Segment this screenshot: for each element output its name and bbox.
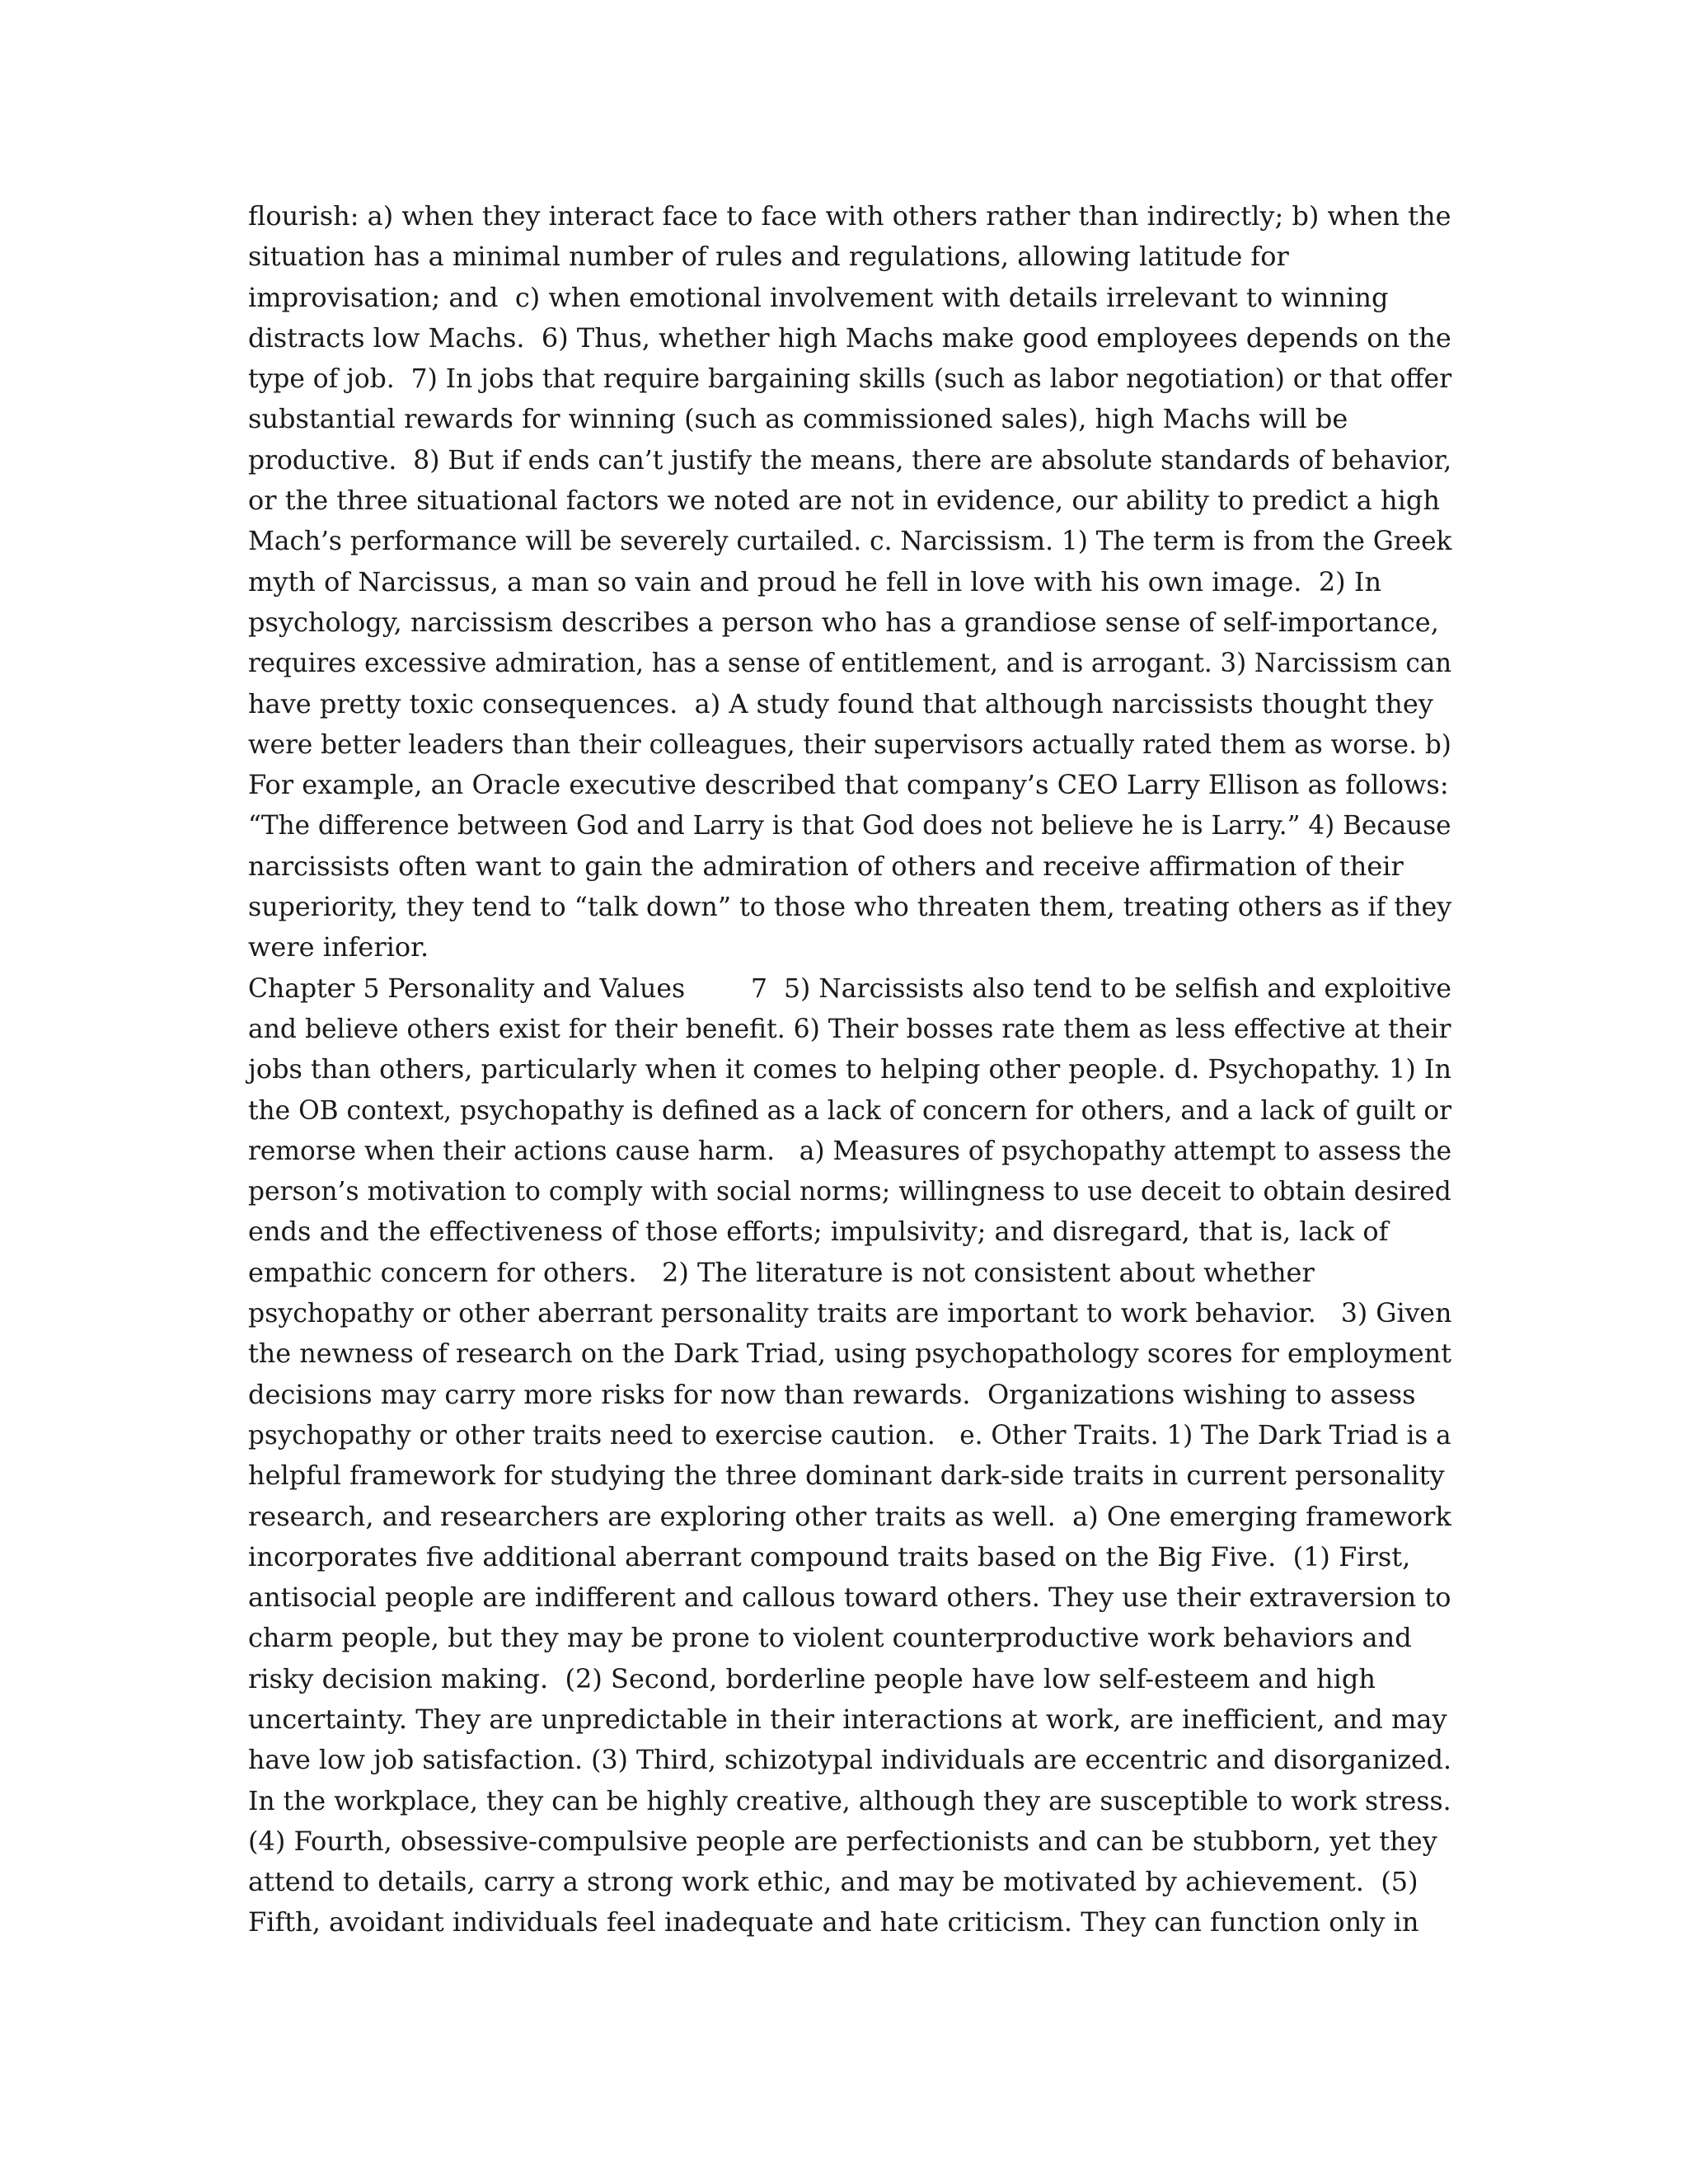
text-line: have pretty toxic consequences. a) A study found that although narcissists thought they [248,687,1433,719]
text-line: “The difference between God and Larry is that God does not believe he is Larry.” 4) Because [248,809,1451,841]
text-line: charm people, but they may be prone to violent counterproductive work behaviors and [248,1622,1412,1654]
text-line: psychology, narcissism describes a person who has a grandiose sense of self-importance, [248,606,1439,638]
text-line: ends and the effectiveness of those efforts; impulsivity; and disregard, that is, lack of [248,1216,1389,1248]
text-line: type of job. 7) In jobs that require bargaining skills (such as labor negotiation) or that offer [248,363,1452,395]
text-line: attend to details, carry a strong work ethic, and may be motivated by achievement. (5) [248,1866,1418,1898]
text-line: were better leaders than their colleagues, their supervisors actually rated them as worse. b) [248,728,1451,760]
text-line: situation has a minimal number of rules and regulations, allowing latitude for [248,241,1289,273]
text-line: Chapter 5 Personality and Values 7 5) Narcissists also tend to be selfish and exploitive [248,972,1452,1004]
text-line: antisocial people are indifferent and callous toward others. They use their extraversion to [248,1582,1451,1614]
text-line: person’s motivation to comply with social norms; willingness to use deceit to obtain desired [248,1175,1451,1207]
text-line: risky decision making. (2) Second, borderline people have low self-esteem and high [248,1662,1376,1694]
text-line: decisions may carry more risks for now than rewards. Organizations wishing to assess [248,1378,1416,1410]
text-line: Mach’s performance will be severely curtailed. c. Narcissism. 1) The term is from the Greek [248,525,1452,557]
text-line: (4) Fourth, obsessive-compulsive people are perfectionists and can be stubborn, yet they [248,1825,1437,1857]
text-line: have low job satisfaction. (3) Third, schizotypal individuals are eccentric and disorganized. [248,1744,1452,1776]
text-line: were inferior. [248,931,429,963]
text-line: remorse when their actions cause harm. a) Measures of psychopathy attempt to assess the [248,1134,1452,1166]
text-line: or the three situational factors we noted are not in evidence, our ability to predict a high [248,485,1440,517]
text-line: psychopathy or other aberrant personality traits are important to work behavior. 3) Given [248,1297,1452,1329]
text-line: narcissists often want to gain the admiration of others and receive affirmation of their [248,850,1404,882]
body-text [248,196,1451,1943]
text-line: the newness of research on the Dark Triad, using psychopathology scores for employment [248,1338,1451,1370]
text-line: the OB context, psychopathy is defined as a lack of concern for others, and a lack of guilt or [248,1094,1452,1126]
text-line: improvisation; and c) when emotional involvement with details irrelevant to winning [248,281,1389,313]
text-line: productive. 8) But if ends can’t justify the means, there are absolute standards of behavior, [248,443,1452,476]
text-line: and believe others exist for their benefit. 6) Their bosses rate them as less effective at their [248,1012,1451,1044]
text-line: uncertainty. They are unpredictable in their interactions at work, are inefficient, and may [248,1703,1447,1735]
text-line: helpful framework for studying the three dominant dark-side traits in current personality [248,1460,1445,1492]
text-line: incorporates five additional aberrant compound traits based on the Big Five. (1) First, [248,1540,1411,1572]
text-line: substantial rewards for winning (such as commissioned sales), high Machs will be [248,403,1348,435]
text-line: jobs than others, particularly when it comes to helping other people. d. Psychopathy. 1) In [248,1053,1452,1085]
text-line: psychopathy or other traits need to exercise caution. e. Other Traits. 1) The Dark Triad is a [248,1418,1451,1451]
text-line: Fifth, avoidant individuals feel inadequate and hate criticism. They can function only in [248,1906,1419,1938]
text-line: In the workplace, they can be highly creative, although they are susceptible to work stress. [248,1784,1451,1816]
text-line: myth of Narcissus, a man so vain and proud he fell in love with his own image. 2) In [248,565,1382,598]
text-line: For example, an Oracle executive described that company’s CEO Larry Ellison as follows: [248,769,1449,801]
text-line: superiority, they tend to “talk down” to those who threaten them, treating others as if they [248,891,1452,923]
text-line: requires excessive admiration, has a sense of entitlement, and is arrogant. 3) Narcissism can [248,647,1452,679]
text-line: flourish: a) when they interact face to face with others rather than indirectly; b) when the [248,200,1451,232]
text-line: empathic concern for others. 2) The literature is not consistent about whether [248,1256,1315,1288]
text-line: distracts low Machs. 6) Thus, whether high Machs make good employees depends on the [248,321,1451,354]
text-line: research, and researchers are exploring other traits as well. a) One emerging framework [248,1500,1451,1532]
